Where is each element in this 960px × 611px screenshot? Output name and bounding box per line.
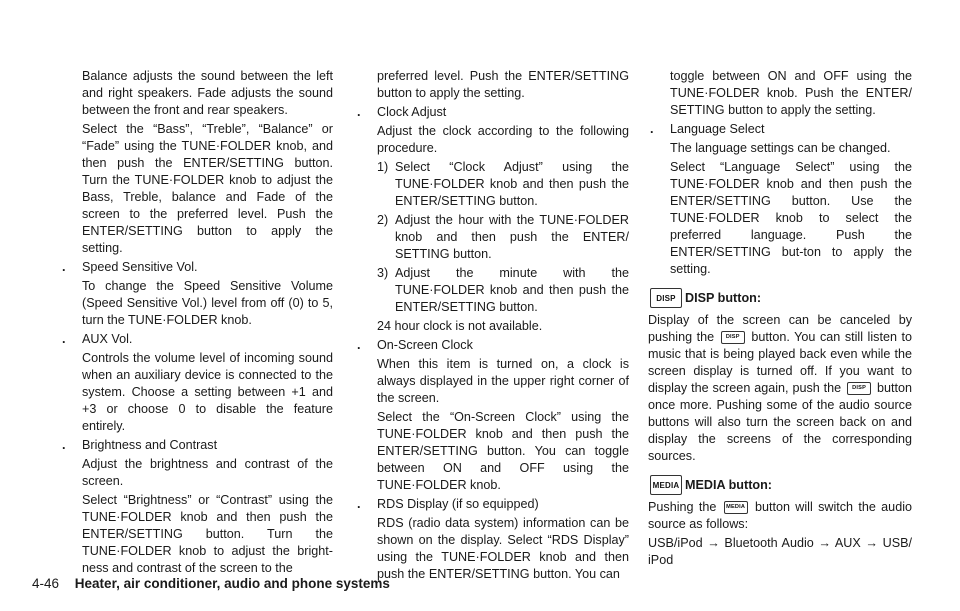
text-run: button. You can still listen to music that is being played back even while the screen display is turned off. If you want to display the screen again, push the bbox=[648, 330, 913, 395]
paragraph: Select “Brightness” or “Contrast” using the TUNE·FOLDER knob and then push the ENTER/SETTING button. Turn the TUNE·FOLDER knob to adjust the bright-ness and contrast of the screen to the bbox=[82, 493, 333, 575]
paragraph: RDS (radio data system) information can be shown on the display. Select “RDS Display” using the TUNE·FOLDER knob and then push the ENTER/SETTING button. You can bbox=[377, 516, 629, 581]
paragraph: The language settings can be changed. bbox=[670, 141, 891, 155]
paragraph bbox=[648, 499, 912, 533]
bullet-title: Brightness and Contrast bbox=[82, 438, 218, 452]
paragraph: Balance adjusts the sound between the left and right speakers. Fade adjusts the sound between the front and rear speakers. bbox=[82, 69, 333, 117]
list-item bbox=[60, 437, 333, 454]
list-item bbox=[648, 121, 912, 138]
step-text: Select “Clock Adjust” using the TUNE·FOLDER knob and then push the ENTER/SETTING button. bbox=[395, 160, 629, 208]
text-run: Display of the screen can be canceled by pushing the bbox=[648, 313, 912, 344]
step-number: 3) bbox=[377, 266, 389, 280]
list-item bbox=[60, 331, 333, 348]
numbered-step bbox=[355, 159, 629, 210]
bullet-title: AUX Vol. bbox=[82, 332, 133, 346]
disp-button-icon: DISP bbox=[650, 288, 682, 308]
media-button-icon: MEDIA bbox=[724, 501, 748, 514]
list-item bbox=[60, 259, 333, 276]
media-section-heading bbox=[648, 475, 912, 495]
paragraph: toggle between ON and OFF using the TUNE·FOLDER knob. Push the ENTER/ SETTING button to apply the setting. bbox=[670, 69, 912, 117]
column-middle bbox=[355, 68, 629, 585]
heading-text: DISP button: bbox=[685, 290, 762, 305]
bullet-title: Clock Adjust bbox=[377, 105, 447, 119]
disp-section-heading bbox=[648, 288, 912, 308]
paragraph: 24 hour clock is not available. bbox=[377, 319, 543, 333]
bullet-marker: . bbox=[62, 332, 66, 346]
page-number: 4-46 bbox=[32, 576, 60, 591]
paragraph bbox=[648, 312, 912, 465]
bullet-title: RDS Display (if so equipped) bbox=[377, 497, 539, 511]
bullet-marker: . bbox=[650, 122, 654, 136]
bullet-title: Language Select bbox=[670, 122, 765, 136]
list-item bbox=[355, 496, 629, 513]
step-number: 2) bbox=[377, 213, 389, 227]
source-sequence: USB/iPod → Bluetooth Audio → AUX → USB/ iPod bbox=[648, 536, 912, 567]
bullet-title: On-Screen Clock bbox=[377, 338, 473, 352]
bullet-marker: . bbox=[62, 260, 66, 274]
bullet-marker: . bbox=[357, 105, 361, 119]
step-text: Adjust the hour with the TUNE·FOLDER knob and then push the ENTER/ SETTING button. bbox=[395, 213, 629, 261]
paragraph: Select the “On-Screen Clock” using the TUNE·FOLDER knob and then push the ENTER/SETTING button. You can toggle between ON and OFF using the TUNE·FOLDER knob. bbox=[377, 410, 629, 492]
section-title: Heater, air conditioner, audio and phone systems bbox=[74, 576, 390, 591]
bullet-title: Speed Sensitive Vol. bbox=[82, 260, 198, 274]
heading-text: MEDIA button: bbox=[685, 477, 772, 492]
page-footer bbox=[32, 575, 390, 592]
disp-button-icon: DISP bbox=[721, 331, 745, 344]
bullet-marker: . bbox=[357, 338, 361, 352]
step-number: 1) bbox=[377, 160, 389, 174]
media-button-icon: MEDIA bbox=[650, 475, 682, 495]
paragraph: Controls the volume level of incoming sound when an auxiliary device is connected to the system. Choose a setting between +1 and +3 or choose 0 to disable the feature entirely. bbox=[82, 351, 333, 433]
list-item bbox=[355, 337, 629, 354]
paragraph: Select the “Bass”, “Treble”, “Balance” or “Fade” using the TUNE·FOLDER knob, and then push the ENTER/SETTING button. Turn the TUNE·FOLDER knob to adjust the Bass, Treble, balance and Fade of the screen to the preferred level. Push the ENTER/SETTING button to apply the setting. bbox=[82, 122, 333, 255]
bullet-marker: . bbox=[62, 438, 66, 452]
column-left bbox=[60, 68, 333, 579]
step-text: Adjust the minute with the TUNE·FOLDER knob and then push the ENTER/SETTING button. bbox=[395, 266, 629, 314]
text-run: Pushing the bbox=[648, 500, 717, 514]
paragraph: Select “Language Select” using the TUNE·FOLDER knob and then push the ENTER/SETTING button. Use the TUNE·FOLDER knob to select the preferred language. Push the ENTER/SETTING but-ton to apply the setting. bbox=[670, 160, 912, 276]
text-run: button once more. Pushing some of the audio source buttons will also turn the screen back on and display the screens of the corresponding sources. bbox=[648, 381, 912, 463]
paragraph: To change the Speed Sensitive Volume (Speed Sensitive Vol.) level from off (0) to 5, turn the TUNE·FOLDER knob. bbox=[82, 279, 333, 327]
paragraph: preferred level. Push the ENTER/SETTING button to apply the setting. bbox=[377, 69, 629, 100]
paragraph: Adjust the clock according to the following procedure. bbox=[377, 124, 629, 155]
numbered-step bbox=[355, 265, 629, 316]
column-right bbox=[648, 68, 912, 571]
paragraph: Adjust the brightness and contrast of the screen. bbox=[82, 457, 333, 488]
paragraph: When this item is turned on, a clock is always displayed in the upper right corner of the screen. bbox=[377, 357, 629, 405]
disp-button-icon: DISP bbox=[847, 382, 871, 395]
numbered-step bbox=[355, 212, 629, 263]
text-run: button will switch the audio source as follows: bbox=[648, 500, 912, 531]
list-item bbox=[355, 104, 629, 121]
bullet-marker: . bbox=[357, 497, 361, 511]
